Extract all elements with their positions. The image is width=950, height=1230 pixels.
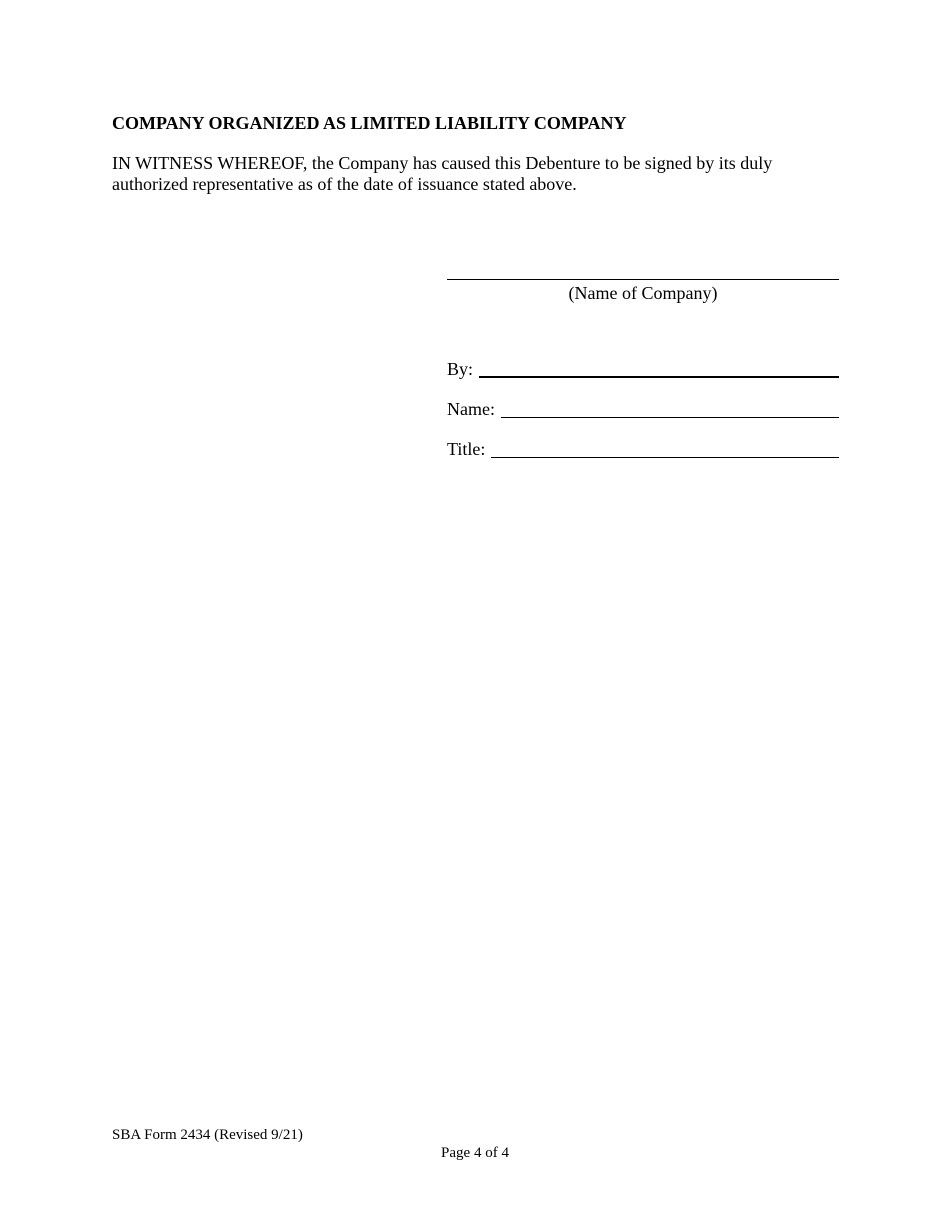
title-field-line[interactable]	[491, 457, 839, 458]
by-label: By:	[447, 359, 474, 379]
title-label: Title:	[447, 439, 486, 459]
section-heading: COMPANY ORGANIZED AS LIMITED LIABILITY COMPANY	[112, 113, 627, 133]
by-signature-line[interactable]	[479, 376, 839, 378]
form-identifier: SBA Form 2434 (Revised 9/21)	[112, 1127, 303, 1143]
name-field-line[interactable]	[501, 417, 839, 418]
by-signature-row	[447, 358, 839, 380]
witness-paragraph: IN WITNESS WHEREOF, the Company has caused this Debenture to be signed by its duly authorized representative as of the date of issuance stated above.	[112, 153, 773, 194]
title-signature-row	[447, 438, 839, 460]
company-name-signature-line[interactable]	[447, 279, 839, 280]
company-name-caption: (Name of Company)	[568, 283, 718, 303]
name-label: Name:	[447, 399, 495, 419]
name-signature-row	[447, 398, 839, 420]
page-number: Page 4 of 4	[441, 1145, 509, 1161]
